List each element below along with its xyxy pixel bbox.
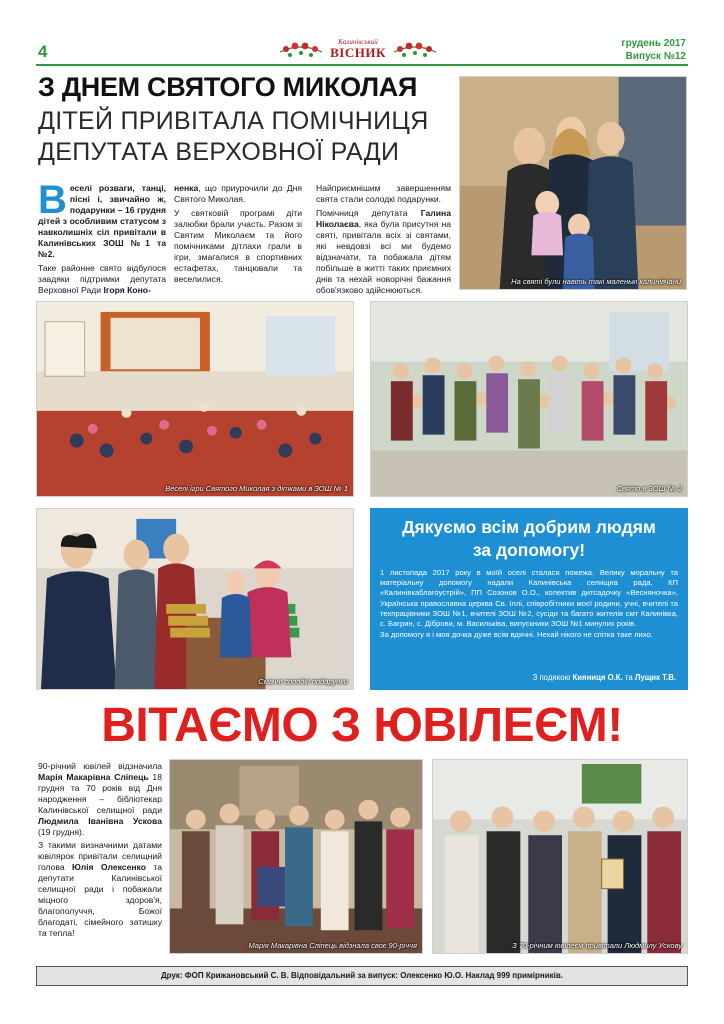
masthead-subtitle: Калинівський <box>338 38 378 46</box>
paragraph <box>38 761 162 838</box>
signature-name: Лущик Т.В. <box>634 673 676 682</box>
paragraph-text: З такими визначними датами ювілярок привітали селищний голова <box>38 840 162 872</box>
signature-prefix: З подякою <box>532 673 573 682</box>
photo-sweet-gifts <box>36 508 354 690</box>
thanks-title <box>380 516 678 562</box>
photo-caption: Веселі ігри Святого Миколая з дітками в ЗОШ № 1 <box>165 484 348 493</box>
photo-caption: З 70-річним ювілеєм привітали Людмилу Ускову <box>512 941 682 950</box>
lead-paragraph <box>38 178 166 260</box>
photo-jubilee-90-image <box>170 760 422 953</box>
subheadline-line-2: ДЕПУТАТА ВЕРХОВНОЇ РАДИ <box>38 138 400 166</box>
signature-name: Кияниця О.К. <box>572 673 623 682</box>
thanks-title-line-2: за допомогу! <box>472 540 586 560</box>
person-name: Людмила Іванівна Ускова <box>38 816 162 826</box>
article-column-1 <box>38 178 166 299</box>
paragraph: Найприємнішим завершенням свята стали солодкі подарунки. <box>316 183 451 204</box>
paragraph-text: 90-річний ювілей відзначила <box>38 761 162 771</box>
signature-conjunction: та <box>622 673 635 682</box>
photo-family-image <box>460 77 686 289</box>
issue-number: Випуск №12 <box>625 51 686 62</box>
floral-ornament-left-icon <box>278 38 324 60</box>
photo-school-hall <box>36 301 354 497</box>
person-name: Марія Макарівна Сліпець <box>38 772 149 782</box>
photo-caption: Смачні солодкі подарунки <box>258 677 348 686</box>
paragraph <box>38 263 166 296</box>
photo-family-with-baby <box>459 76 687 290</box>
photo-caption: Свято в ЗОШ № 2 <box>616 484 682 493</box>
page-number: 4 <box>38 42 48 61</box>
lead-text: еселі розваги, танці, пісні і, звичайно ж, подарунки – 16 грудня дітей з особливим статусом з навколишніх сіл привітали в Калинівських ЗОШ №1 та №2. <box>38 183 166 259</box>
photo-group-image <box>371 302 687 496</box>
photo-jubilee-90 <box>169 759 423 954</box>
paragraph-text: , що приурочили до Дня Святого Миколая. <box>174 183 302 204</box>
paragraph-text: (19 грудня). <box>38 827 85 837</box>
paragraph-text: Помічниця депутата <box>316 208 421 218</box>
photo-caption: Марія Макарівна Сліпець відзнала своє 90-річчя <box>248 941 417 950</box>
thanks-notice <box>370 508 688 690</box>
article-column-3 <box>316 183 451 299</box>
person-name: Юлія Олексенко <box>72 862 146 872</box>
print-imprint: Друк: ФОП Крижановський С. В. Відповідальний за випуск: Олексенко Ю.О. Наклад 999 примірників. <box>36 966 688 986</box>
newspaper-masthead <box>278 34 438 64</box>
photo-jubilee-70-image <box>433 760 687 953</box>
paragraph-text: Таке районне свято відбулося завдяки підтримки депутата Верховної Ради <box>38 263 166 295</box>
issue-date: грудень 2017 <box>621 38 686 49</box>
thanks-title-line-1: Дякуємо всім добрим людям <box>402 517 656 537</box>
photo-jubilee-70 <box>432 759 688 954</box>
paragraph <box>38 840 162 939</box>
person-name: Ігоря Коно- <box>103 285 151 295</box>
jubilee-headline: ВІТАЄМО З ЮВІЛЕЄМ! <box>101 699 623 752</box>
photo-gifts-image <box>37 509 353 689</box>
thanks-signature <box>533 673 676 682</box>
drop-cap: В <box>38 178 67 222</box>
paragraph-text: 18 грудня та 70 років від Дня народження – бібліотекар Калинівської селищної ради <box>38 772 162 815</box>
thanks-paragraph: 1 листопада 2017 року в моїй оселі сталася пожежа. Велику моральну та матеріальну допомогу надали Калинівська селищна рада, КП «Калинівкаблагоустрій», ПП Созонов О.О., колектив дитсадочку «Весняночка», Українська православна церква Св. Іллі, співробітники моєї родини, учні, вчителі та техпрацівники ЗОШ №1, вчителі ЗОШ №2, сусіди та багато жителів смт Калинівка, с. Багрин, с. Діброви, м. Васильківа, випускники ЗОШ №1 минулих років. <box>380 568 678 629</box>
paragraph-text: , яка була присутня на святі, привітала всіх зі святами, які невдовзі всі ми будемо відзначати, та побажала дітям побільше в житті таких приємних днів та нехай новорічні бажання обов'язково здійснюються. <box>316 219 451 295</box>
photo-hall-image <box>37 302 353 496</box>
thanks-body <box>380 568 678 640</box>
article-headline: З ДНЕМ СВЯТОГО МИКОЛАЯ <box>38 72 418 102</box>
paragraph-text: та депутати Калинівської селищної ради і побажали міцного здоров'я, благополуччя, Божої благодаті, сімейного затишку та тепла! <box>38 862 162 938</box>
issue-info <box>621 37 686 63</box>
paragraph <box>174 183 302 205</box>
masthead-title: ВІСНИК <box>330 45 386 60</box>
article-subheadline <box>38 106 458 168</box>
floral-ornament-right-icon <box>392 38 438 60</box>
photo-group-school-2 <box>370 301 688 497</box>
header-divider <box>36 64 688 66</box>
paragraph: У святковій програмі діти залюбки брали участь. Разом зі Святим Миколаєм та його помічниками дітлахи грали в ігри, змагалися в спортивних естафетах, танцювали та веселилися. <box>174 208 302 284</box>
thanks-paragraph: За допомогу я і моя дочка дуже всім вдячні. Нехай нікого не спітка таке лихо. <box>380 630 653 640</box>
person-name: Галина Ніколаєва <box>316 208 451 229</box>
subheadline-line-1: ДІТЕЙ ПРИВІТАЛА ПОМІЧНИЦЯ <box>38 107 429 135</box>
article-column-2 <box>174 183 302 288</box>
paragraph <box>316 208 451 296</box>
person-name: ненка <box>174 183 199 193</box>
jubilee-text <box>38 761 162 941</box>
photo-caption: На святі були навіть такі маленькі калинівчани <box>511 277 681 286</box>
